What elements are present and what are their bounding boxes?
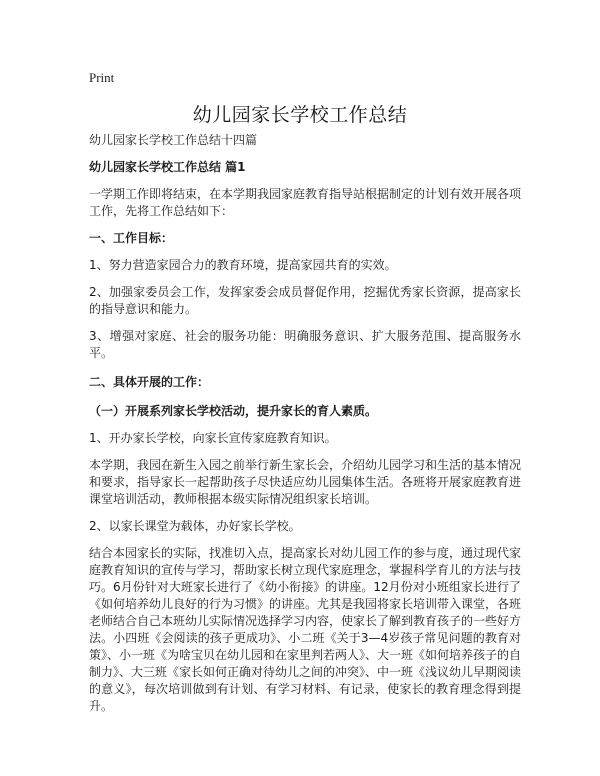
work-item-1: 1、开办家长学校，向家长宣传家庭教育知识。 xyxy=(89,431,337,445)
section-heading-work: 二、具体开展的工作： xyxy=(89,375,210,389)
document-body xyxy=(89,130,521,715)
document-subtitle: 幼儿园家长学校工作总结十四篇 xyxy=(89,133,258,147)
goal-item-2: 2、加强家委员会工作，发挥家委会成员督促作用，挖掘优秀家长资源，提高家长的指导意识和能力。 xyxy=(89,285,521,316)
document-title: 幼儿园家长学校工作总结 xyxy=(192,104,408,126)
print-label[interactable]: Print xyxy=(89,70,115,85)
work-item-1-detail: 本学期，我园在新生入园之前举行新生家长会，介绍幼儿园学习和生活的基本情况和要求，指导家长一起帮助孩子尽快适应幼儿园集体生活。各班将开展家庭教育进课堂培训活动，教师根据本级实际情况组织家长培训。 xyxy=(89,458,522,506)
intro-paragraph: 一学期工作即将结束，在本学期我园家庭教育指导站根据制定的计划有效开展各项工作，先将工作总结如下： xyxy=(89,187,522,218)
goal-item-1: 1、努力营造家园合力的教育环境，提高家园共育的实效。 xyxy=(89,258,397,272)
article-title: 幼儿园家长学校工作总结 篇1 xyxy=(89,160,246,174)
work-item-2: 2、以家长课堂为载体，办好家长学校。 xyxy=(89,519,301,533)
goal-item-3: 3、增强对家庭、社会的服务功能：明确服务意识、扩大服务范围、提高服务水平。 xyxy=(89,329,521,360)
work-item-2-detail: 结合本园家长的实际，找准切入点，提高家长对幼儿园工作的参与度，通过现代家庭教育知识的宣传与学习，帮助家长树立现代家庭理念，掌握科学育儿的方法与技巧。6月份针对大班家长进行了《幼小衔接》的讲座。12月份对小班组家长进行了《如何培养幼儿良好的行为习惯》的讲座。尤其是我园将家长培训带入课堂，各班老师结合自己本班幼儿实际情况选择学习内容，使家长了解到教育孩子的一些好方法。小四班《会阅读的孩子更成功》、小二班《关于3—4岁孩子常见问题的教育对策》、小一班《为啥宝贝在幼儿园和在家里判若两人》、大一班《如何培养孩子的自制力》、大三班《家长如何正确对待幼儿之间的冲突》、中一班《浅议幼儿早期阅读的意义》，每次培训做到有计划、有学习材料、有记录，使家长的教育理念得到提升。 xyxy=(89,546,522,713)
section-heading-goals: 一、工作目标： xyxy=(89,231,174,245)
subsection-heading-1: （一）开展系列家长学校活动，提升家长的育人素质。 xyxy=(89,404,378,418)
